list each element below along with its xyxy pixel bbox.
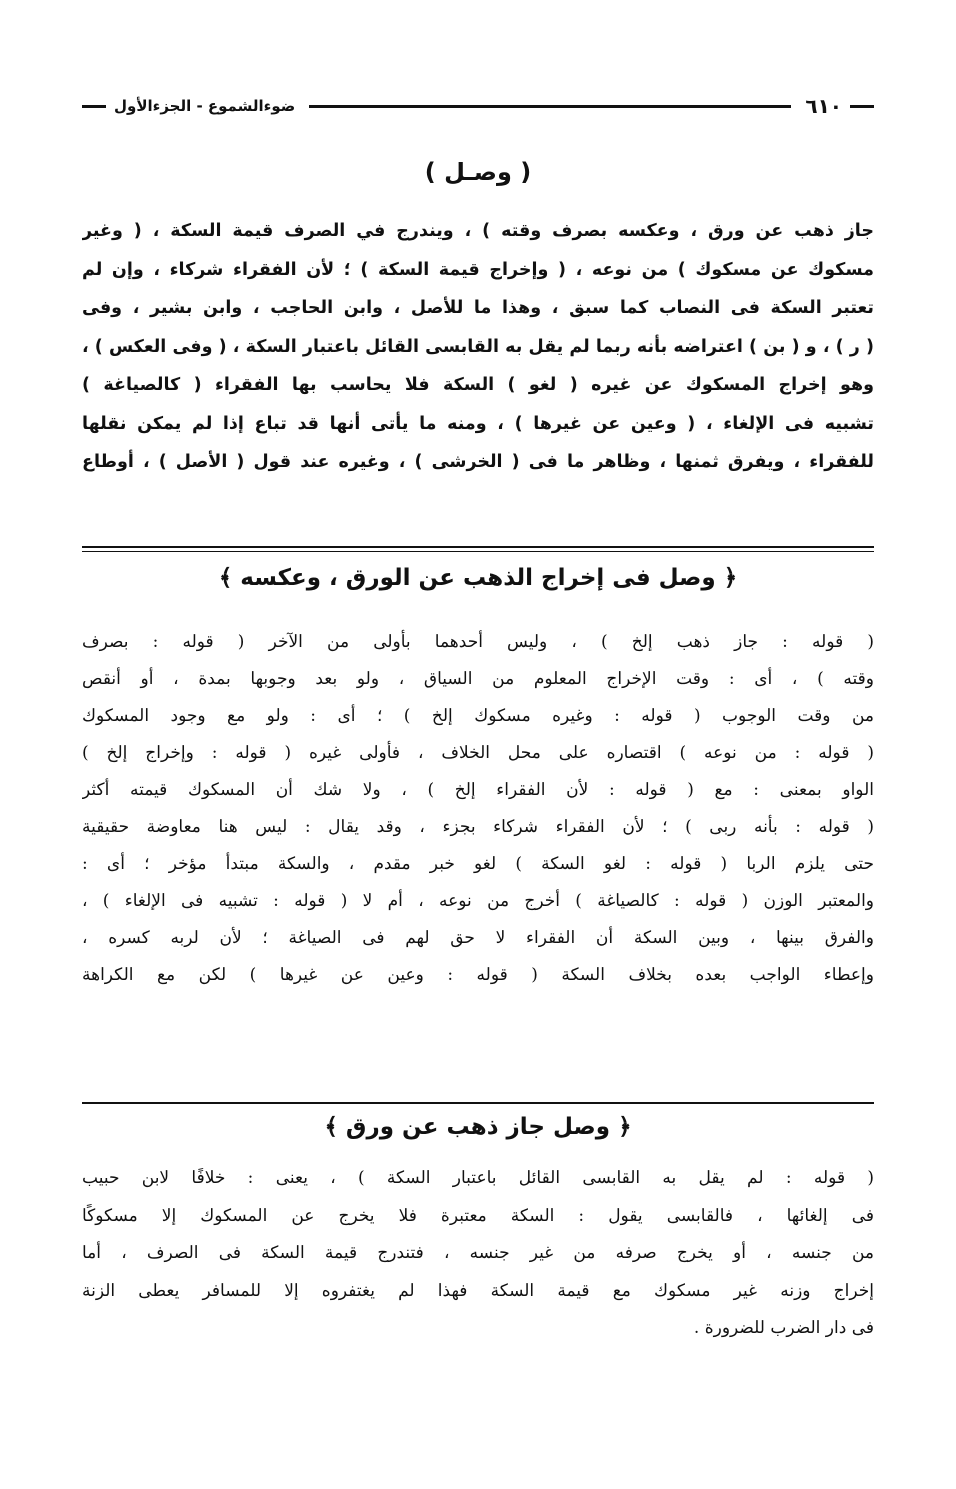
commentary-line: فى دار الضرب للضرورة . [693,1318,874,1339]
main-line: وهو إخراج المسكوك عن غيره ( لغو ) السكة فلا يحاسب بها الفقراء ( كالصياغة ) [82,375,874,395]
commentary-line: ( قوله : بأنه ربى ) ؛ لأن الفقراء شركاء بجزء ، وقد يقال : ليس هنا معاوضة حقيقية [82,817,874,837]
header-dash-left [82,105,106,108]
commentary-line: من جنسه ، أو يخرج صرفه من غير جنسه ، فتندرج قيمة السكة فى الصرف ، أما [82,1243,874,1264]
double-rule-bottom [82,551,874,552]
commentary-line: ( قوله : جاز ذهب إلخ ) ، وليس أحدهما بأولى من الآخر ( قوله : بصرف [82,632,874,652]
main-line: تعتبر السكة فى النصاب كما سبق ، وهذا ما للأصل ، وابن الحاجب ، وابن بشير ، وفى [82,298,874,318]
commentary-line: الواو بمعنى : مع ( قوله : لأن الفقراء إلخ ) ، ولا شك أن المسكوك قيمته أكثر [82,780,874,800]
main-line: للفقراء ، ويفرق ثمنها ، وظاهر ما فى ( الخرشى ) ، وغيره عند قول ( الأصل ) ، أوطاع [82,452,874,472]
commentary-line: ( قوله : من نوعه ) اقتصاره على محل الخلاف ، فأولى غيره ( قوله : وإخراج إلخ ) [82,743,874,763]
commentary-line: والفرق بينها ، وبين السكة أن الفقراء لا حق لهم فى الصياغة ؛ لأن لربه كسره ، [82,928,874,948]
commentary-line: ( قوله : لم يقل به القابسى القائل باعتبار السكة ) ، يعنى : خلافًا لابن حبيب [82,1168,874,1188]
main-line: تشبيه فى الإلغاء ، ( وعين عن غيرها ) ، ومنه ما يأتى أنها قد تباع إذا لم يمكن نقلها [82,413,874,434]
double-rule-top [82,546,874,548]
commentary-line: وإعطاء الواجب بعده بخلاف السكة ( قوله : وعين عن غيرها ) لكن مع الكراهة [82,965,874,985]
main-line: جاز ذهب عن ورق ، وعكسه بصرف وقته ) ، ويندرج في الصرف قيمة السكة ، ( وغير [82,221,874,241]
section-heading-2: ﴿ وصل جاز ذهب عن ورق ﴾ [324,1114,632,1140]
section-divider [82,1102,874,1104]
book-title: ضوءالشموع - الجزءالأول [114,97,296,115]
main-text [82,212,874,482]
main-line: مسكوك عن مسكوك ) من نوعه ، ( وإخراج قيمة السكة ) ؛ لأن الفقراء شركاء ، وإن لم [82,259,874,280]
main-heading: ( وصـل ) [424,158,532,186]
header-dash-right [850,105,874,108]
commentary-line: والمعتبر الوزن ( قوله : كالصياغة ) أخرج من نوعه ، أم لا ( قوله : تشبيه فى الإلغاء ) ، [82,891,874,911]
commentary-line: من وقت الوجوب ( قوله : وغيره مسكوك إلخ ) ؛ أى : ولو مع وجود المسكوك [82,706,874,726]
commentary-line: حتى يلزم الربا ( قوله : لغو السكة ) لغو خبر مقدم ، والسكة مبتدأ مؤخر ؛ أى : [82,854,874,874]
commentary-2 [82,1160,874,1348]
header-rule [309,105,791,108]
running-header [82,94,874,118]
commentary-line: وقته ) ، أى : وقت الإخراج المعلوم من السياق ، ولو بعد وجوبها بمدة ، أو أنقص [82,669,874,689]
commentary-line: إخراج وزنه غير مسكوك مع قيمة السكة فهذا لم يغتفروه إلا للمسافر يعطى الزنة [82,1280,874,1301]
main-line: ( ر ) ، و ( بن ) اعتراضه بأنه ربما لم يقل به القابسى القائل باعتبار السكة ، ( وفى العكس ) ، [82,336,874,357]
section-heading-1: ﴿ وصل فى إخراج الذهب عن الورق ، وعكسه ﴾ [218,565,738,591]
commentary-line: فى إلغائها ، فالقابسى يقول : السكة معتبرة فلا يخرج عن المسكوك إلا مسكوكًا [82,1205,874,1226]
commentary-1 [82,624,874,994]
page-number: ٦١٠ [805,94,842,118]
